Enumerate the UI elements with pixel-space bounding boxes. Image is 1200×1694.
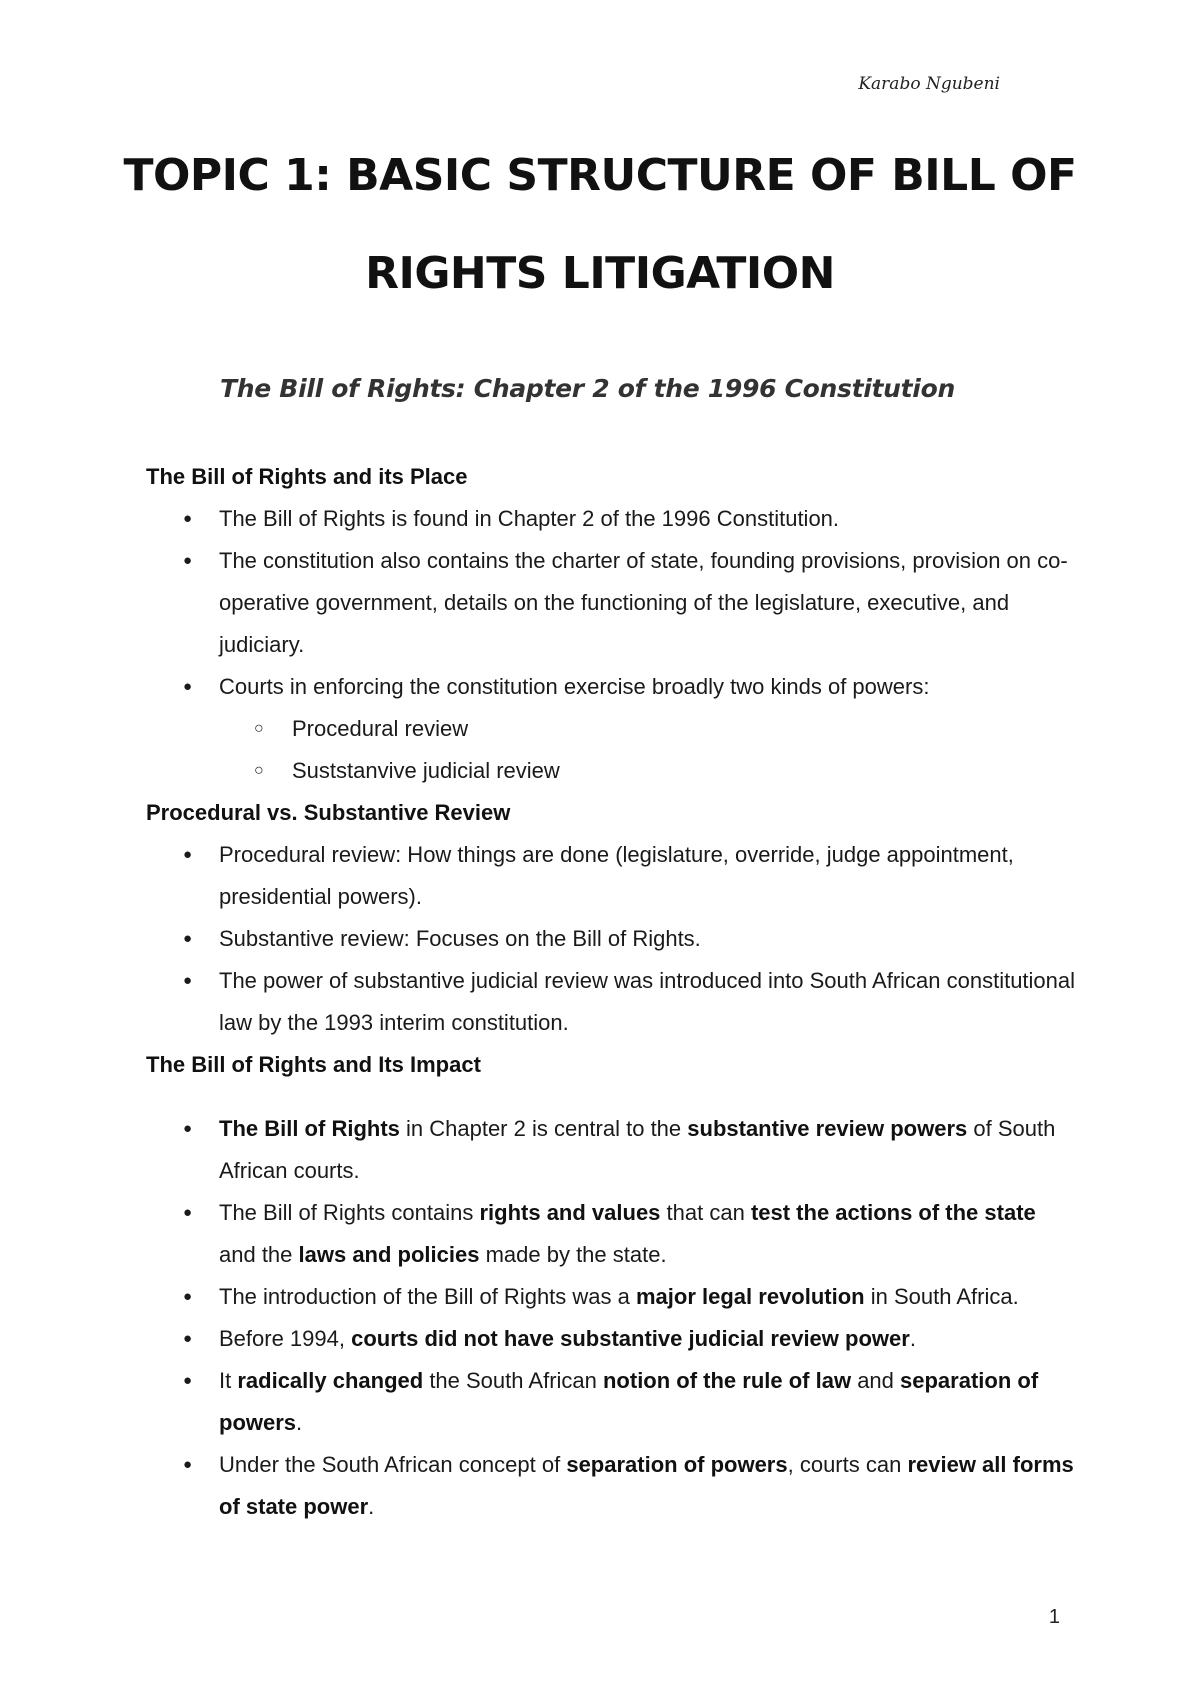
list-item (146, 1276, 1076, 1318)
text: . (296, 1410, 303, 1435)
section-list-place (146, 498, 1076, 708)
text: . (909, 1326, 916, 1351)
list-item (146, 1444, 1076, 1528)
text: and (851, 1368, 901, 1393)
page-title-line-1: TOPIC 1: BASIC STRUCTURE OF BILL OF (123, 150, 1077, 201)
text: and the (219, 1242, 299, 1267)
section-list-impact (146, 1108, 1076, 1528)
list-item: ● The constitution also contains the charter of state, founding provisions, provision on co-operative government, details on the functioning of the legislature, executive, and judiciary. (146, 540, 1076, 666)
author-name: Karabo Ngubeni (858, 74, 1000, 94)
bold-text: major legal revolution (636, 1284, 865, 1309)
sub-list-item: ○ Procedural review (146, 708, 1076, 750)
section-heading-place: The Bill of Rights and its Place (146, 464, 468, 489)
bold-text: review all forms of state power (219, 1452, 1074, 1519)
text: It (219, 1368, 238, 1393)
text: Before 1994, (219, 1326, 352, 1351)
sub-list-powers (146, 708, 1076, 792)
text: , courts can (787, 1452, 908, 1477)
bold-text: radically changed (237, 1368, 424, 1393)
list-item: ● Substantive review: Focuses on the Bill of Rights. (146, 918, 1076, 960)
section-heading-review: Procedural vs. Substantive Review (146, 800, 511, 825)
text: the South African (423, 1368, 603, 1393)
list-item: ● The Bill of Rights is found in Chapter 2 of the 1996 Constitution. (146, 498, 1076, 540)
bold-text: separation of powers (566, 1452, 788, 1477)
page-number: 1 (1048, 1606, 1060, 1628)
text: Under the South African concept of (219, 1452, 567, 1477)
bold-text: laws and policies (298, 1242, 480, 1267)
list-item: ● The power of substantive judicial review was introduced into South African constitutional law by the 1993 interim constitution. (146, 960, 1076, 1044)
text: The Bill of Rights contains (219, 1200, 480, 1225)
text: in Chapter 2 is central to the (399, 1116, 688, 1141)
list-item (146, 1318, 1076, 1360)
text: that can (660, 1200, 751, 1225)
list-item: ● Courts in enforcing the constitution exercise broadly two kinds of powers: (146, 666, 1076, 708)
list-item (146, 1108, 1076, 1192)
sub-list-item: ○ Suststanvive judicial review (146, 750, 1076, 792)
text: The introduction of the Bill of Rights was a (219, 1284, 636, 1309)
bold-text: courts did not have substantive judicial review power (351, 1326, 910, 1351)
text: made by the state. (479, 1242, 667, 1267)
bold-text: test the actions of the state (750, 1200, 1036, 1225)
page-subtitle: The Bill of Rights: Chapter 2 of the 1996 Constitution (220, 374, 955, 403)
section-heading-impact: The Bill of Rights and Its Impact (146, 1052, 481, 1077)
document-body (146, 456, 1076, 1528)
bold-text: notion of the rule of law (602, 1368, 852, 1393)
list-item: ● Procedural review: How things are done (legislature, override, judge appointment, presidential powers). (146, 834, 1076, 918)
text: . (368, 1494, 375, 1519)
bold-text: substantive review powers (687, 1116, 968, 1141)
list-item (146, 1192, 1076, 1276)
section-list-review (146, 834, 1076, 1044)
text: of South African courts. (219, 1116, 1056, 1183)
bold-text: The Bill of Rights (219, 1116, 400, 1141)
list-item (146, 1360, 1076, 1444)
text: in South Africa. (864, 1284, 1019, 1309)
bold-text: separation of powers (219, 1368, 1039, 1435)
page-title-line-2: RIGHTS LITIGATION (365, 248, 835, 299)
bold-text: rights and values (479, 1200, 661, 1225)
